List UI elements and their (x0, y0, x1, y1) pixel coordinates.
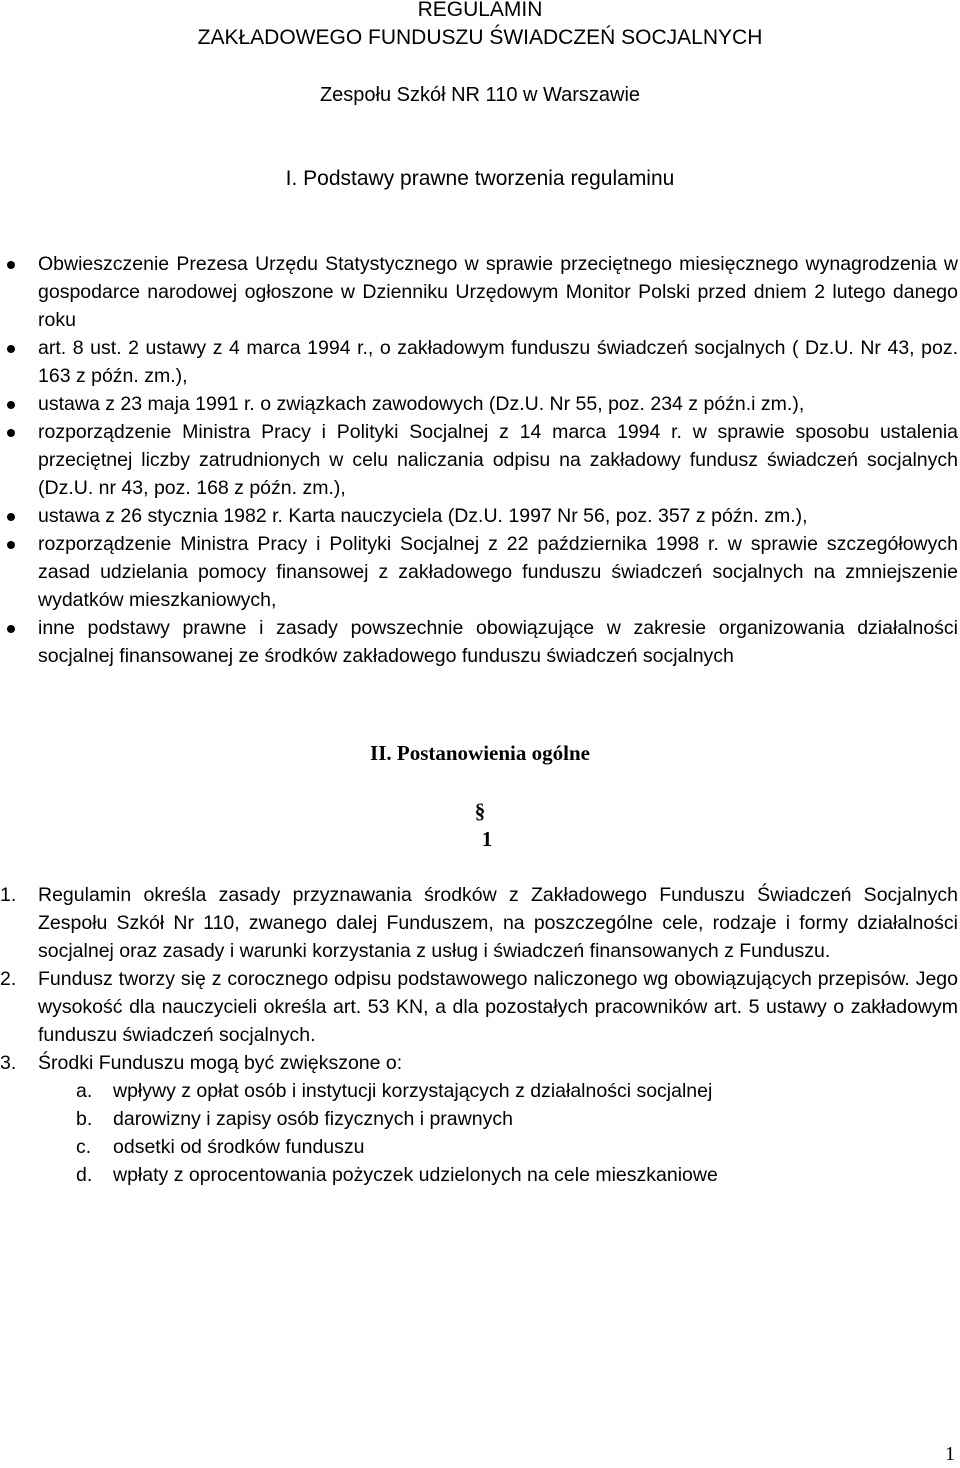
list-item (0, 530, 960, 614)
bullet-icon (7, 513, 15, 521)
item-letter: c. (76, 1136, 92, 1158)
list-item-text: inne podstawy prawne i zasady powszechnie obowiązujące w zakresie organizowania działalności socjalnej finansowanej ze środków zakładowego funduszu świadczeń socjalnych (38, 617, 958, 667)
paragraph-sign: § (474, 799, 486, 823)
list-item-text: rozporządzenie Ministra Pracy i Polityki Socjalnej z 22 października 1998 r. w sprawie szczegółowych zasad udzielania pomocy finansowej z zakładowego funduszu świadczeń socjalnych na zmniejszenie wydatków mieszkaniowych, (38, 533, 958, 611)
page-number: 1 (945, 1443, 955, 1465)
sub-list-item (0, 1133, 960, 1161)
list-item (0, 418, 960, 502)
list-item-text: ustawa z 26 stycznia 1982 r. Karta nauczyciela (Dz.U. 1997 Nr 56, poz. 357 z późn. zm.), (38, 505, 808, 527)
section2-heading: II. Postanowienia ogólne (370, 741, 590, 765)
item-text: wpłaty z oprocentowania pożyczek udzielonych na cele mieszkaniowe (113, 1164, 718, 1186)
list-item (0, 1049, 960, 1077)
school-name: Zespołu Szkół NR 110 w Warszawie (319, 84, 641, 106)
item-text: wpływy z opłat osób i instytucji korzystających z działalności socjalnej (113, 1080, 713, 1102)
item-text: Fundusz tworzy się z corocznego odpisu podstawowego naliczonego wg obowiązujących przepisów. Jego wysokość dla nauczycieli określa art. 53 KN, a dla pozostałych pracowników art. 5 ustawy o zakładowym funduszu świadczeń socjalnych. (38, 968, 958, 1046)
item-number: 3. (0, 1052, 17, 1074)
sub-list (0, 1077, 960, 1189)
paragraph-number: 1 (481, 827, 493, 851)
list-item (0, 390, 960, 418)
item-text: Regulamin określa zasady przyznawania środków z Zakładowego Funduszu Świadczeń Socjalnych Zespołu Szkół Nr 110, zwanego dalej Funduszem, na poszczególne cele, rodzaje i formy działalności socjalnej oraz zasady i warunki korzystania z usług i świadczeń finansowanych z Funduszu. (38, 884, 958, 962)
legal-basis-list (0, 250, 960, 670)
list-item-text: rozporządzenie Ministra Pracy i Polityki Socjalnej z 14 marca 1994 r. w sprawie sposobu ustalenia przeciętnej liczby zatrudnionych w celu naliczania odpisu na zakładowy fundusz świadczeń socjalnych (Dz.U. nr 43, poz. 168 z późn. zm.), (38, 421, 958, 499)
bullet-icon (7, 401, 15, 409)
sub-list-item (0, 1077, 960, 1105)
list-item (0, 334, 960, 390)
paragraph-heading (0, 797, 960, 853)
list-item-text: Obwieszczenie Prezesa Urzędu Statystycznego w sprawie przeciętnego miesięcznego wynagrodzenia w gospodarce narodowej ogłoszone w Dzienniku Urzędowym Monitor Polski przed dniem 2 lutego danego roku (38, 253, 958, 331)
bullet-icon (7, 625, 15, 633)
item-number: 2. (0, 968, 17, 990)
list-item (0, 614, 960, 670)
list-item-text: art. 8 ust. 2 ustawy z 4 marca 1994 r., o zakładowym funduszu świadczeń socjalnych ( Dz.U. Nr 43, poz. 163 z późn. zm.), (38, 337, 958, 387)
list-item (0, 250, 960, 334)
bullet-icon (7, 429, 15, 437)
item-letter: b. (76, 1108, 93, 1130)
section1-heading: I. Podstawy prawne tworzenia regulaminu (285, 167, 675, 190)
item-text: darowizny i zapisy osób fizycznych i prawnych (113, 1108, 513, 1130)
bullet-icon (7, 345, 15, 353)
list-item (0, 881, 960, 965)
bullet-icon (7, 261, 15, 269)
document-title-line1: REGULAMIN (417, 0, 543, 21)
sub-list-item (0, 1105, 960, 1133)
document-title-line2: ZAKŁADOWEGO FUNDUSZU ŚWIADCZEŃ SOCJALNYCH (197, 26, 763, 49)
item-text: odsetki od środków funduszu (113, 1136, 365, 1158)
sub-list-item (0, 1161, 960, 1189)
item-text: Środki Funduszu mogą być zwiększone o: (38, 1052, 403, 1074)
item-number: 1. (0, 884, 17, 906)
bullet-icon (7, 541, 15, 549)
list-item (0, 502, 960, 530)
general-provisions-list (0, 881, 960, 1189)
list-item-text: ustawa z 23 maja 1991 r. o związkach zawodowych (Dz.U. Nr 55, poz. 234 z późn.i zm.), (38, 393, 805, 415)
list-item (0, 965, 960, 1049)
item-letter: a. (76, 1080, 93, 1102)
item-letter: d. (76, 1164, 93, 1186)
